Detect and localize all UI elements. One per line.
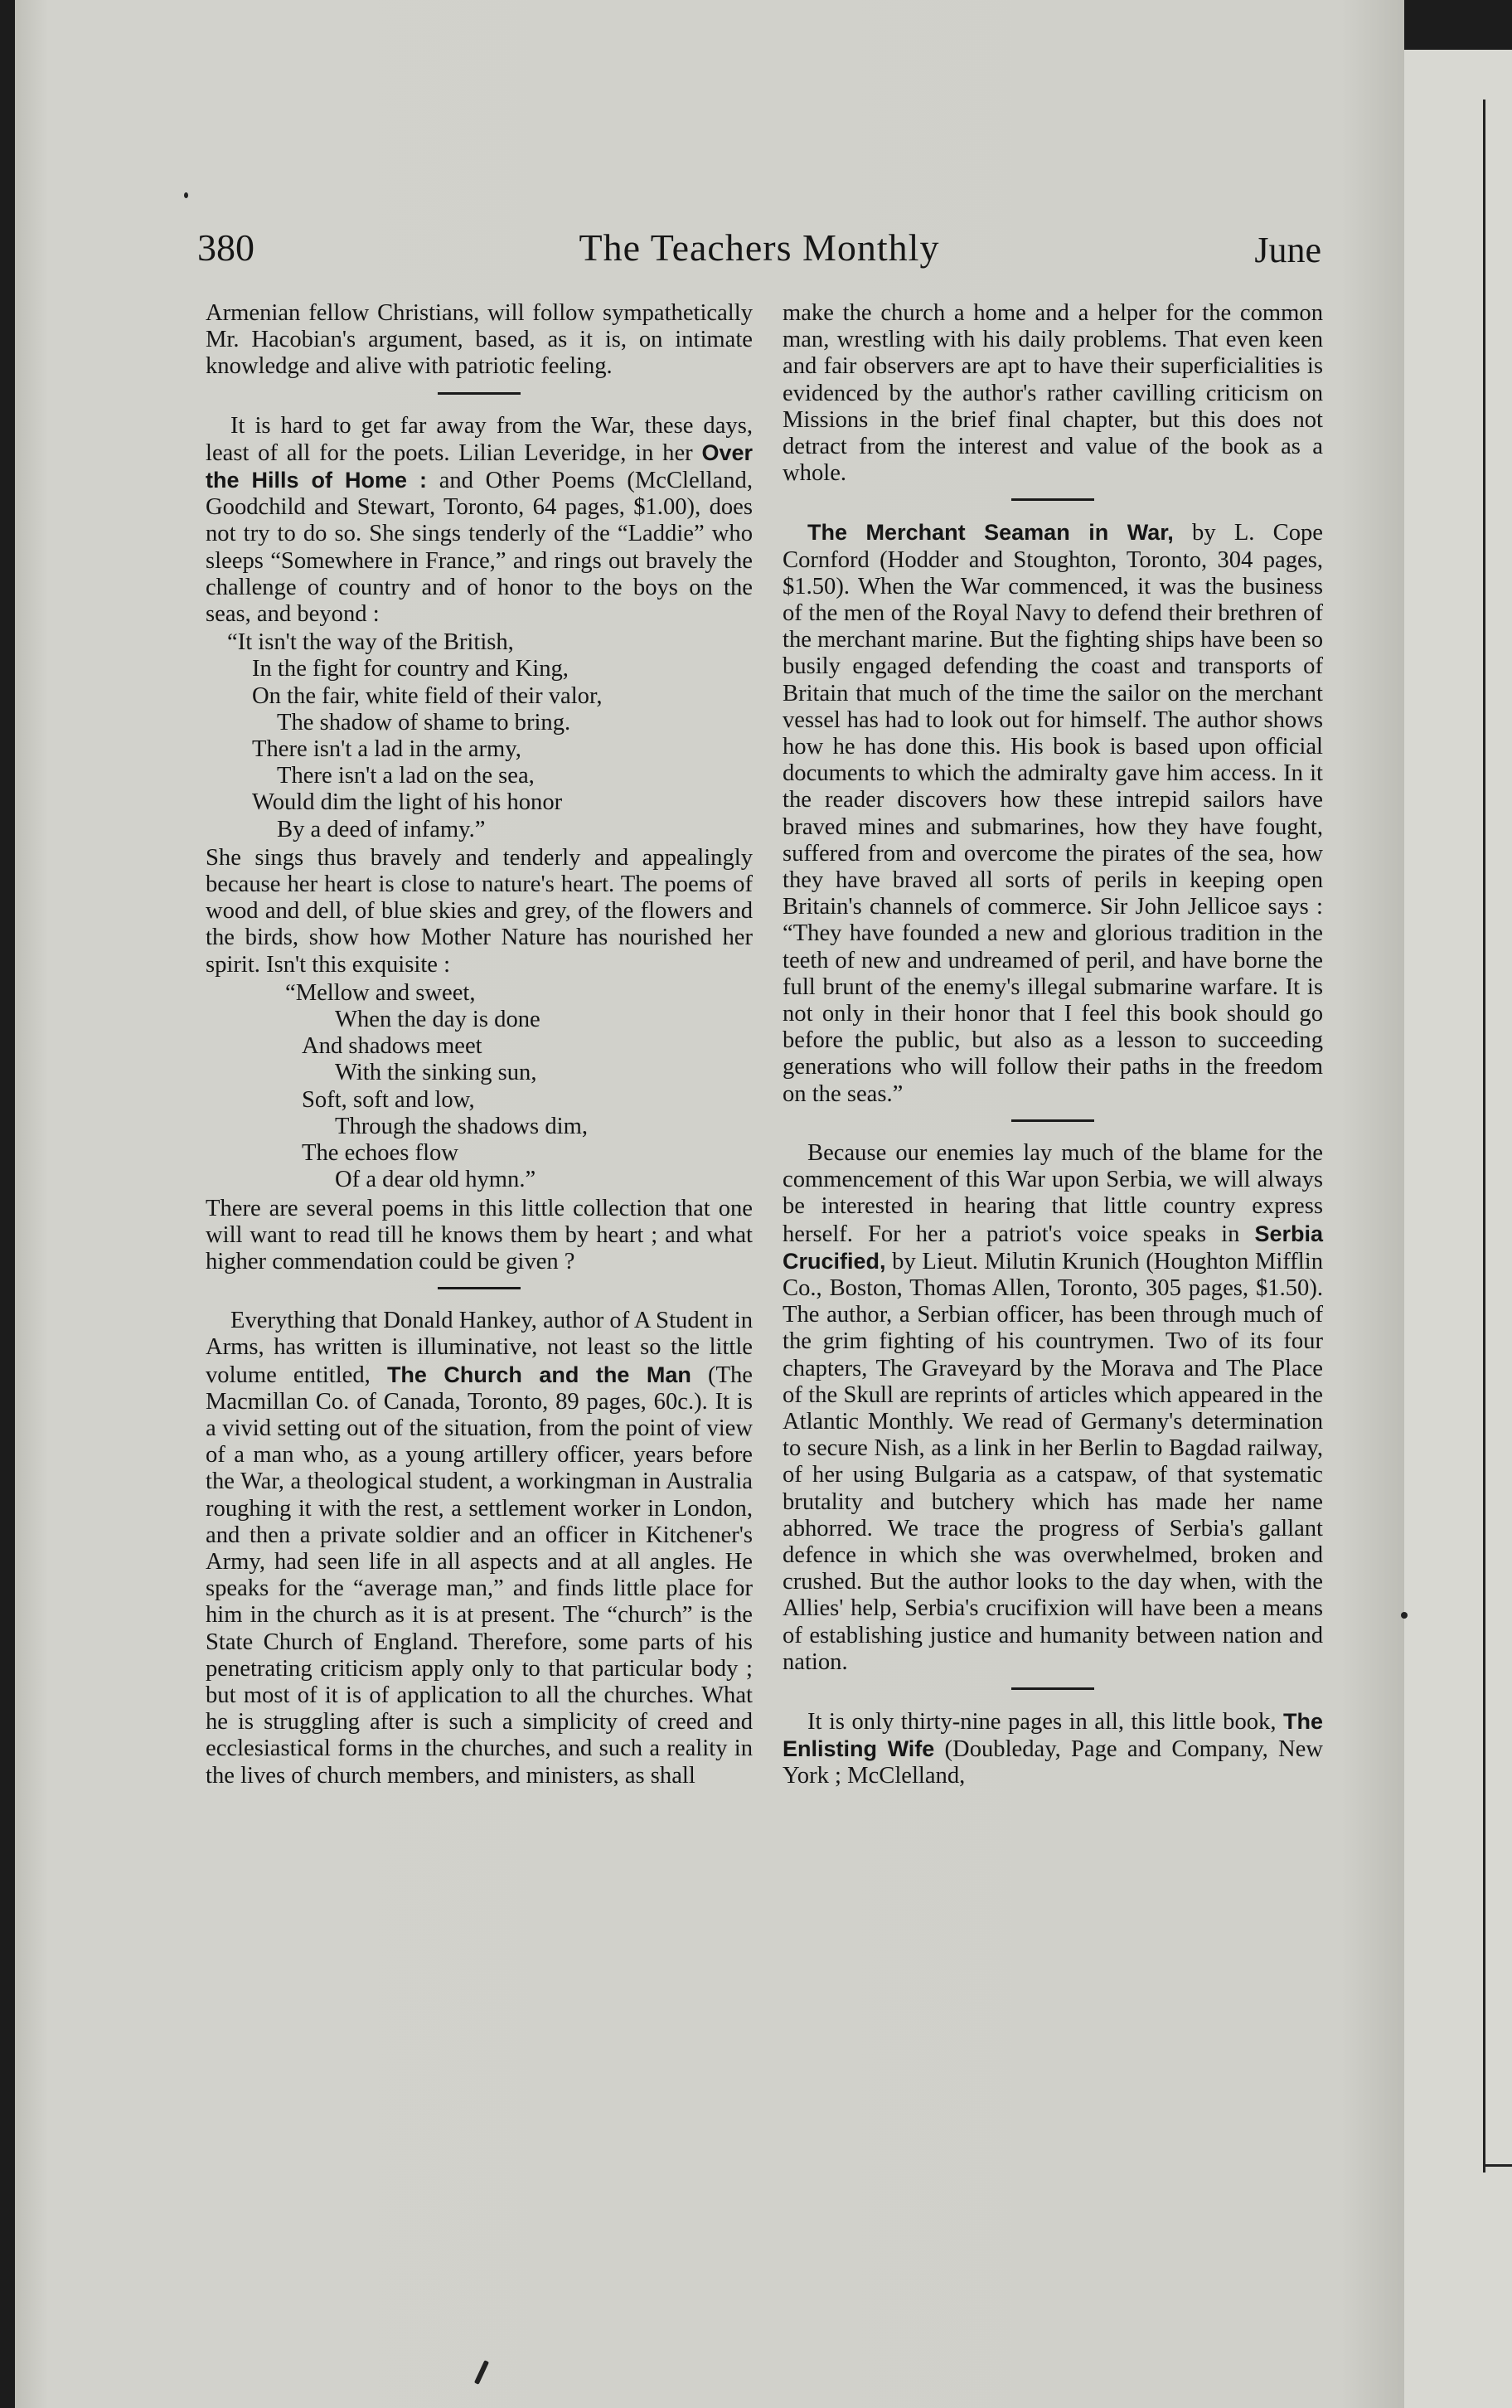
paragraph: There are several poems in this little collection that one will want to read till he knows them by heart ; and what higher commendation could be given ? — [206, 1195, 753, 1274]
poem-line: “Mellow and sweet, — [285, 979, 476, 1006]
paragraph: She sings thus bravely and tenderly and appealingly because her heart is close to nature's heart. The poems of wood and dell, of blue skies and grey, of the flowers and the birds, show how Mother Nature has nourished her spirit. Isn't this exquisite : — [206, 844, 753, 978]
issue-month: June — [1254, 230, 1321, 270]
book-title: Over the Hills of Home : — [206, 439, 753, 493]
poem-quote — [206, 980, 753, 1194]
text-run: Everything that Donald Hankey, author of A Student in Arms, has written is illuminative, not least so the little volume entitled, — [206, 1308, 753, 1388]
section-divider — [438, 392, 521, 395]
right-column — [783, 300, 1323, 1790]
poem-quote — [206, 629, 753, 843]
page-number: 380 — [197, 226, 254, 269]
paragraph — [783, 1140, 1323, 1676]
paragraph — [783, 519, 1323, 1107]
poem-line: Of a dear old hymn.” — [335, 1167, 536, 1193]
poem-line: The shadow of shame to bring. — [277, 709, 571, 736]
section-divider — [438, 1287, 521, 1289]
poem-line: In the fight for country and King, — [252, 656, 569, 682]
poem-line: “It isn't the way of the British, — [227, 629, 514, 656]
paragraph: Armenian fellow Christians, will follow sympathetically Mr. Hacobian's argument, based, as it is, on intimate knowledge and alive with patriotic feeling. — [206, 300, 753, 380]
facing-page-edge — [1404, 50, 1512, 2408]
section-divider — [1011, 1687, 1094, 1690]
poem-line: Through the shadows dim, — [335, 1113, 588, 1139]
paragraph: make the church a home and a helper for the common man, wrestling with his daily problems. That even keen and fair observers are apt to have their superficialities is evidenced by the author's rather cavilling criticism on Missions in the brief final chapter, but this does not detract from the interest and value of the book as a whole. — [783, 300, 1323, 487]
text-run: Because our enemies lay much of the blame for the commencement of this War upon Serbia, we will always be interested in hearing that little country express herself. For her a patriot's voice speaks in — [783, 1139, 1323, 1247]
paragraph — [783, 1708, 1323, 1790]
poem-line: And shadows meet — [302, 1033, 482, 1060]
running-header — [197, 226, 1321, 284]
poem-line: By a deed of infamy.” — [277, 816, 486, 842]
section-divider — [1011, 498, 1094, 501]
poem-line: When the day is done — [335, 1007, 540, 1033]
facing-page-rule-foot — [1483, 2164, 1512, 2167]
text-run: by Lieut. Milutin Krunich (Houghton Mifflin Co., Boston, Thomas Allen, Toronto, 305 pages, $1.50). The author, a Serbian officer, has been through much of the grim fighting of his countrymen. Two of its four chapters, The Graveyard by the Morava and The Place of the Skull are reprints of articles which appeared in the Atlantic Monthly. We read of Germany's determination to secure Nish, as a link in her Berlin to Bagdad railway, of her using Bulgaria as a catspaw, of that systematic brutality and butchery which has made her name abhorred. We trace the progress of Serbia's gallant defence in which she was overwhelmed, broken and crushed. But the author looks to the day when, with the Allies' help, Serbia's crucifixion will have been a means of establishing justice and humanity between nation and nation. — [783, 1248, 1323, 1675]
poem-line: There isn't a lad on the sea, — [277, 763, 535, 789]
section-divider — [1011, 1119, 1094, 1122]
poem-line: There isn't a lad in the army, — [252, 736, 521, 763]
text-run: It is hard to get far away from the War, these days, least of all for the poets. Lilian Leveridge, in her — [206, 412, 753, 466]
book-title: Serbia Crucified, — [783, 1221, 1323, 1274]
text-run: and Other Poems (McClelland, Goodchild and Stewart, Toronto, 64 pages, $1.00), does not try to do so. She sings tenderly of the “Laddie” who sleeps “Somewhere in France,” and rings out bravely the challenge of country and of honor to the boys on the seas, and beyond : — [206, 468, 753, 628]
left-column — [206, 300, 753, 1789]
text-run: It is only thirty-nine pages in all, this little book, — [807, 1708, 1283, 1735]
poem-line: On the fair, white field of their valor, — [252, 682, 603, 709]
text-run: (Doubleday, Page and Company, New York ; McClelland, — [783, 1736, 1323, 1789]
poem-line: The echoes flow — [302, 1140, 458, 1167]
book-title: The Merchant Seaman in War, — [807, 520, 1174, 546]
book-title: The Enlisting Wife — [783, 1708, 1323, 1762]
text-run: (The Macmillan Co. of Canada, Toronto, 89 pages, 60c.). It is a vivid setting out of the situation, from the point of view of a man who, as a young artillery officer, years before the War, a theological student, a workingman in Australia roughing it with the rest, a settlement worker in London, and then a private soldier and an officer in Kitchener's Army, had seen life in all aspects and at all angles. He speaks for the “average man,” and finds little place for him in the church as it is at present. The “church” is the State Church of England. Therefore, some parts of his penetrating criticism apply only to that particular body ; but most of it is of application to all the churches. What he is struggling after is such a simplicity of creed and ecclesiastical forms in the churches, and such a reality in the lives of church members, and ministers, as shall — [206, 1362, 753, 1789]
journal-title: The Teachers Monthly — [579, 226, 940, 269]
poem-line: Would dim the light of his honor — [252, 789, 563, 816]
scan-speck — [1401, 1612, 1408, 1619]
facing-page-rule — [1483, 100, 1485, 2173]
paragraph — [206, 413, 753, 629]
text-run: by L. Cope Cornford (Hodder and Stoughton, Toronto, 304 pages, $1.50). When the War commenced, it was the business of the men of the Royal Navy to defend their brethren of the merchant marine. But the fighting ships have been so busily engaged defending the coast and transports of Britain that much of the time the sailor on the merchant vessel has had to look out for himself. The author shows how he has done this. His book is based upon official documents to which the admiralty gave him access. In it the reader discovers how these intrepid sailors have braved mines and submarines, how they have fought, suffered from and overcome the pirates of the sea, how they have braved all sorts of perils in keeping open Britain's channels of commerce. Sir John Jellicoe says : “They have founded a new and glorious tradition in the teeth of new and undreamed of peril, and have borne the full brunt of the enemy's illegal submarine warfare. It is not only in their honor that I feel this book should go before the public, but also as a lesson to succeeding generations who will follow their paths in the freedom on the seas.” — [783, 520, 1323, 1107]
poem-line: With the sinking sun, — [335, 1060, 537, 1086]
book-title: The Church and the Man — [386, 1362, 691, 1387]
paragraph — [206, 1308, 753, 1789]
poem-line: Soft, soft and low, — [302, 1086, 475, 1113]
scan-speck — [184, 192, 188, 198]
